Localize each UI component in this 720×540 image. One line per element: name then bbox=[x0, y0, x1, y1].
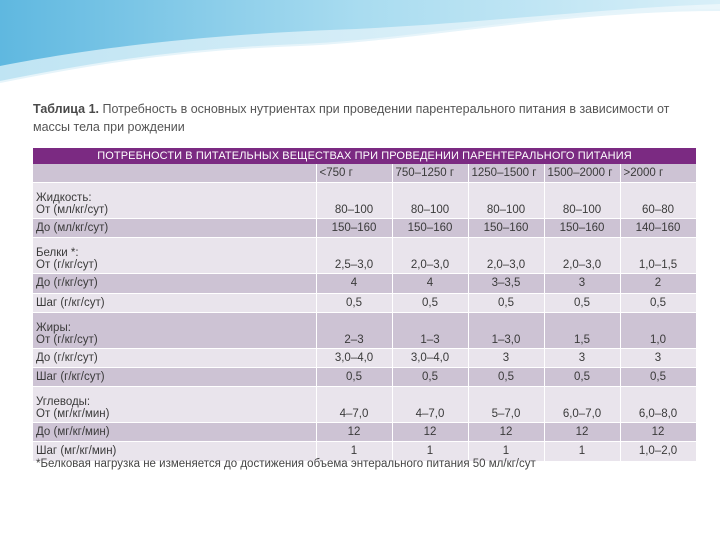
cell: 6,0–7,0 bbox=[544, 387, 620, 423]
cell: 2,5–3,0 bbox=[316, 238, 392, 274]
cell: 0,5 bbox=[316, 293, 392, 312]
table-row bbox=[33, 348, 696, 367]
table-row bbox=[33, 387, 696, 423]
row-label: Шаг (г/кг/сут) bbox=[33, 367, 316, 386]
cell: 0,5 bbox=[620, 367, 696, 386]
table-caption bbox=[33, 100, 683, 136]
cell: 2–3 bbox=[316, 312, 392, 348]
cell: 3 bbox=[468, 348, 544, 367]
row-label: Шаг (мг/кг/мин) bbox=[33, 442, 316, 461]
cell: 2 bbox=[620, 274, 696, 293]
cell: 3,0–4,0 bbox=[316, 348, 392, 367]
cell: 150–160 bbox=[392, 219, 468, 238]
table-row bbox=[33, 238, 696, 274]
cell: 1 bbox=[392, 442, 468, 461]
row-label: До (г/кг/сут) bbox=[33, 348, 316, 367]
column-header: >2000 г bbox=[620, 164, 696, 183]
cell: 3 bbox=[620, 348, 696, 367]
decorative-wave bbox=[0, 0, 720, 90]
cell: 0,5 bbox=[468, 293, 544, 312]
cell: 4–7,0 bbox=[392, 387, 468, 423]
cell: 150–160 bbox=[316, 219, 392, 238]
cell: 6,0–8,0 bbox=[620, 387, 696, 423]
caption-label: Таблица 1. bbox=[33, 102, 99, 116]
cell: 0,5 bbox=[544, 293, 620, 312]
cell: 1,0–2,0 bbox=[620, 442, 696, 461]
cell: 5–7,0 bbox=[468, 387, 544, 423]
row-group: Жиры: bbox=[36, 321, 71, 334]
cell: 2,0–3,0 bbox=[544, 238, 620, 274]
table-banner: ПОТРЕБНОСТИ В ПИТАТЕЛЬНЫХ ВЕЩЕСТВАХ ПРИ ПРОВЕДЕНИИ ПАРЕНТЕРАЛЬНОГО ПИТАНИЯ bbox=[33, 148, 696, 164]
row-label: До (г/кг/сут) bbox=[33, 274, 316, 293]
cell: 12 bbox=[392, 423, 468, 442]
row-label: До (мл/кг/сут) bbox=[33, 219, 316, 238]
row-label: Жиры: От (г/кг/сут) bbox=[33, 312, 316, 348]
cell: 3,0–4,0 bbox=[392, 348, 468, 367]
footnote: *Белковая нагрузка не изменяется до достижения объема энтерального питания 50 мл/кг/сут bbox=[36, 458, 536, 470]
cell: 150–160 bbox=[544, 219, 620, 238]
cell: 12 bbox=[544, 423, 620, 442]
table-row bbox=[33, 183, 696, 219]
column-header: 1500–2000 г bbox=[544, 164, 620, 183]
row-group: Углеводы: bbox=[36, 396, 91, 409]
cell: 3 bbox=[544, 274, 620, 293]
cell: 1,0–1,5 bbox=[620, 238, 696, 274]
cell: 1 bbox=[544, 442, 620, 461]
row-label: Белки *: От (г/кг/сут) bbox=[33, 238, 316, 274]
cell: 80–100 bbox=[544, 183, 620, 219]
column-header: 1250–1500 г bbox=[468, 164, 544, 183]
cell: 12 bbox=[316, 423, 392, 442]
cell: 0,5 bbox=[544, 367, 620, 386]
cell: 80–100 bbox=[392, 183, 468, 219]
row-group: Белки *: bbox=[36, 247, 79, 260]
cell: 2,0–3,0 bbox=[392, 238, 468, 274]
cell: 12 bbox=[468, 423, 544, 442]
cell: 0,5 bbox=[468, 367, 544, 386]
cell: 80–100 bbox=[468, 183, 544, 219]
column-header-row bbox=[33, 164, 696, 183]
cell: 4 bbox=[392, 274, 468, 293]
row-group: Жидкость: bbox=[36, 192, 92, 205]
cell: 140–160 bbox=[620, 219, 696, 238]
cell: 150–160 bbox=[468, 219, 544, 238]
nutrient-table bbox=[33, 148, 697, 462]
cell: 1 bbox=[316, 442, 392, 461]
row-label: Жидкость: От (мл/кг/сут) bbox=[33, 183, 316, 219]
cell: 0,5 bbox=[316, 367, 392, 386]
cell: 0,5 bbox=[392, 367, 468, 386]
cell: 0,5 bbox=[620, 293, 696, 312]
column-header: <750 г bbox=[316, 164, 392, 183]
cell: 1 bbox=[468, 442, 544, 461]
cell: 4–7,0 bbox=[316, 387, 392, 423]
table-row bbox=[33, 423, 696, 442]
cell: 4 bbox=[316, 274, 392, 293]
cell: 80–100 bbox=[316, 183, 392, 219]
caption-text: Потребность в основных нутриентах при проведении парентерального питания в зависимости от массы тела при рождении bbox=[33, 102, 670, 134]
table-row bbox=[33, 367, 696, 386]
row-label: Углеводы: От (мг/кг/мин) bbox=[33, 387, 316, 423]
row-label: Шаг (г/кг/сут) bbox=[33, 293, 316, 312]
corner-cell bbox=[33, 164, 316, 183]
cell: 0,5 bbox=[392, 293, 468, 312]
cell: 1,0 bbox=[620, 312, 696, 348]
table-row bbox=[33, 274, 696, 293]
row-label: До (мг/кг/мин) bbox=[33, 423, 316, 442]
cell: 1–3,0 bbox=[468, 312, 544, 348]
column-header: 750–1250 г bbox=[392, 164, 468, 183]
cell: 1–3 bbox=[392, 312, 468, 348]
table-row bbox=[33, 219, 696, 238]
cell: 3–3,5 bbox=[468, 274, 544, 293]
table-row bbox=[33, 293, 696, 312]
cell: 2,0–3,0 bbox=[468, 238, 544, 274]
cell: 60–80 bbox=[620, 183, 696, 219]
cell: 12 bbox=[620, 423, 696, 442]
table-row bbox=[33, 312, 696, 348]
cell: 1,5 bbox=[544, 312, 620, 348]
cell: 3 bbox=[544, 348, 620, 367]
